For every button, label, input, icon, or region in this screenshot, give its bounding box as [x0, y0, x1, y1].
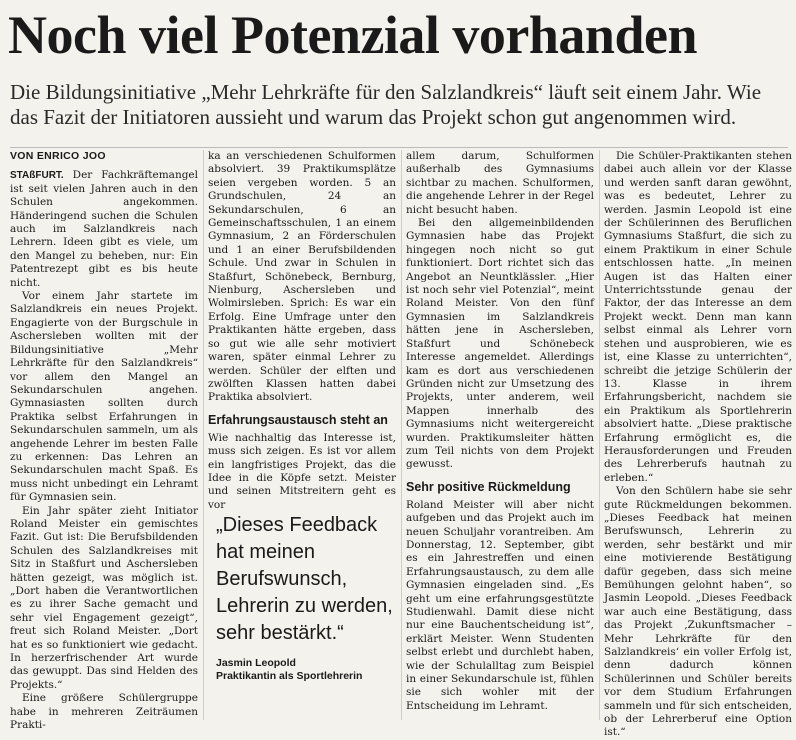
paragraph-text: Der Fachkräftemangel ist seit vielen Jahren auch in den Schulen angekommen. Händeringend suchen die Schulen auch im Salzlandkreis nach Lehrern. Ideen gibt es viele, um den Mangel zu beheben, nur: Ein Patentrezept gibt es bis heute nicht. [10, 169, 198, 289]
article-column-1 [10, 150, 198, 732]
header-rule [10, 147, 788, 148]
article-column-3 [406, 150, 594, 713]
article-column-2 [208, 150, 396, 512]
section-heading: Sehr positive Rückmeldung [406, 479, 571, 494]
column-divider [599, 150, 600, 720]
article-headline: Noch viel Potenzial vorhanden [8, 5, 697, 65]
article-paragraph: Ein Jahr später zieht Initiator Roland Meister ein gemischtes Fazit. Gut ist: Die Berufsbildenden Schulen des Salzlandkreises mit Sitz in Staßfurt und Aschersleben hätten gezeigt, was möglich ist. „Dort haben die Verantwortlichen es zu ihrer Sache gemacht und sehr viel Engagement gezeigt“, freut sich Roland Meister. „Dort hat es so funktioniert wie gedacht. In herzerfrischender Art wurde das gewuppt. Das sind Helden des Projekts.“ [10, 504, 198, 691]
pull-quote-text: „Dieses Feedback hat meinen Berufswunsch, Lehrerin zu werden, sehr bestärkt.“ [216, 514, 393, 644]
article-paragraph: Von den Schülern habe sie sehr gute Rückmeldungen bekommen. „Dieses Feedback hat meinen Berufswunsch, Lehrerin zu werden, sehr bestärkt und mir eine motivierende Bestätigung dafür gegeben, dass sich meine Bemühungen gelohnt haben“, so Jasmin Leopold. „Dieses Feedback war auch eine Bestätigung, dass das Projekt ‚Zukunftsmacher – Mehr Lehrkräfte für den Salzlandkreis‘ ein voller Erfolg ist, denn dadurch können Schülerinnen und Schüler bereits vor dem Studium Erfahrungen sammeln und für sich entscheiden, ob der Lehrerberuf eine Option ist.“ [604, 485, 792, 739]
article-paragraph: Die Schüler-Praktikanten stehen dabei auch allein vor der Klasse und werden sanft daran gewöhnt, was es bedeutet, Lehrer zu werden. Jasmin Leopold ist eine der Schülerinnen des Beruflichen Gymnasiums Staßfurt, die sich zu einem Praktikum in einer Schule entschlossen hatte. „In meinen Augen ist das Halten einer Unterrichtsstunde genau der Faktor, der das Interesse an dem Projekt weckt. Denn man kann selbst einmal als Lehrer vorn stehen und ausprobieren, wie es ist, eine Klasse zu unterrichten“, schreibt die jetzige Schülerin der 13. Klasse in ihrem Erfahrungsbericht, nachdem sie ein Praktikum als Sportlehrerin absolviert hatte. „Diese praktische Erfahrung ermöglicht es, die Herausforderungen und Freuden des Lehrerberufs hautnah zu erleben.“ [604, 150, 792, 484]
column-divider [203, 150, 204, 720]
article-paragraph: ka an verschiedenen Schulformen absolviert. 39 Praktikumsplätze seien vergeben worden. 5 an Grundschulen, 24 an Sekundarschulen, 6 an Gemeinschaftsschulen, 1 an einem Gymnasium, 2 an Förderschulen und 1 an einer Berufsbildenden Schule. Und zwar in Schulen in Staßfurt, Schönebeck, Bernburg, Nienburg, Aschersleben und Wolmirsleben. Sprich: Es war ein Erfolg. Eine Umfrage unter den Praktikanten hätte ergeben, dass so gut wie alle sehr motiviert waren, später einmal Lehrer zu werden. Schüler der elften und zwölften Klassen hatten dabei Praktika absolviert. [208, 150, 396, 404]
section-heading: Erfahrungsaustausch steht an [208, 412, 388, 427]
article-paragraph: Roland Meister will aber nicht aufgeben und das Projekt auch im neuen Schuljahr vorantreiben. Am Donnerstag, 12. September, gibt es ein Jahrestreffen und einen Erfahrungsaustausch, zu dem alle Gymnasien eingeladen sind. „Es geht um eine erfahrungsgestützte Studienwahl. Damit diese nicht nur eine Bauchentscheidung ist“, erklärt Meister. Wenn Studenten selbst erlebt und durchlebt haben, wie der Schulalltag zum Beispiel in einer Sekundarschule ist, fühlen sie sich wohler mit der Entscheidung im Lehramt. [406, 498, 594, 712]
article-subhead: Die Bildungsinitiative „Mehr Lehrkräfte für den Salzlandkreis“ läuft seit einem Jahr. Wie das Fazit der Initiatoren aussieht und warum das Projekt schon gut angenommen wird. [10, 80, 762, 129]
pull-quote-role: Praktikantin als Sportlehrerin [216, 670, 363, 682]
article-paragraph: Bei den allgemeinbildenden Gymnasien habe das Projekt hingegen noch nicht so gut funktioniert. Dort richtet sich das Angebot an Neuntklässler. „Hier ist noch sehr viel Potenzial“, meint Roland Meister. Von den fünf Gymnasien im Salzlandkreis hätten jene in Aschersleben, Staßfurt und Schönebeck Interesse angemeldet. Allerdings kam es dort aus verschiedenen Gründen nicht zur Umsetzung des Projekts, unter anderem, weil Mappen innerhalb des Gymnasiums nicht weitergereicht wurden. Praktikumsleiter hätten zum Teil nichts von dem Projekt gewusst. [406, 217, 594, 471]
author-byline: VON ENRICO JOO [10, 150, 106, 162]
article-paragraph: Vor einem Jahr startete im Salzlandkreis ein neues Projekt. Engagierte von der Burgschule in Aschersleben wollten mit der Bildungsinitiative „Mehr Lehrkräfte für den Salzlandkreis“ vor allem den Mangel an Sekundarschulen angehen. Gymnasiasten sollten durch Praktika selbst Erfahrungen in Sekundarschulen sammeln, um als angehende Lehrer im besten Falle zu erkennen: Das Lehren an Sekundarschulen macht Spaß. Es muss nicht unbedingt ein Lehramt für Gymnasien sein. [10, 290, 198, 504]
article-paragraph: Wie nachhaltig das Interesse ist, muss sich zeigen. Es ist vor allem ein langfristiges Projekt, das die Idee in die Köpfe setzt. Meister und seinen Mitstreitern geht es vor [208, 431, 396, 511]
pull-quote-author: Jasmin Leopold [216, 657, 296, 669]
column-divider [401, 150, 402, 720]
article-column-4 [604, 150, 792, 740]
dateline: STAßFURT. [10, 170, 64, 182]
article-paragraph: allem darum, Schulformen außerhalb des Gymnasiums sichtbar zu machen. Schulformen, die angehende Lehrer in der Regel nicht besucht haben. [406, 150, 594, 216]
article-paragraph [10, 169, 198, 290]
pull-quote [216, 512, 396, 683]
article-paragraph: Eine größere Schülergruppe habe in mehreren Zeiträumen Prakti- [10, 692, 198, 732]
